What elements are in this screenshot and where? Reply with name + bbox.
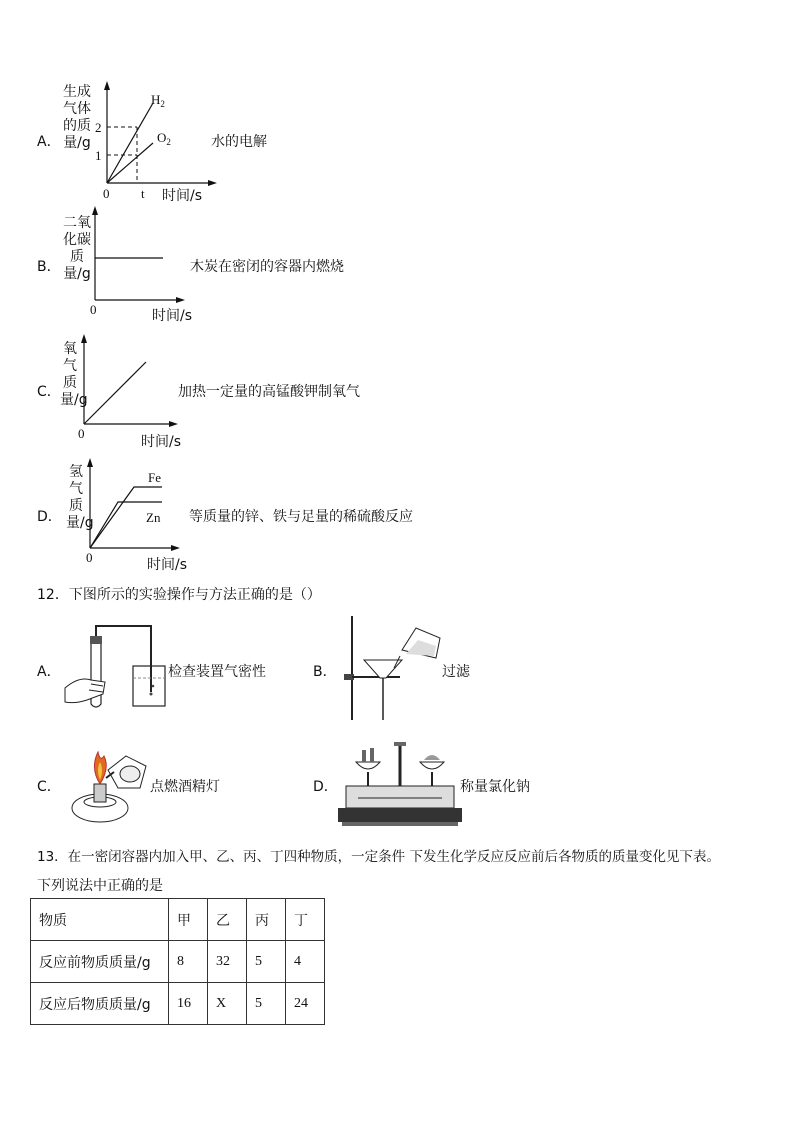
table-header: 丁 <box>286 899 325 941</box>
graph-a-origin: 0 <box>103 186 110 201</box>
graph-c-rising-line <box>84 362 146 424</box>
table-cell: 8 <box>169 941 208 983</box>
table-cell: 16 <box>169 983 208 1025</box>
graph-a-t: t <box>141 186 145 201</box>
q12-option-b-letter: B． <box>313 664 337 680</box>
graph-c-xlabel: 时间/s <box>141 434 182 450</box>
q12-option-a-caption: 检查装置气密性 <box>168 664 266 680</box>
table-header: 甲 <box>169 899 208 941</box>
table-cell: 4 <box>286 941 325 983</box>
table-cell: 5 <box>247 983 286 1025</box>
graph-c <box>78 338 184 441</box>
graph-a-o2-line <box>107 143 153 183</box>
q12-option-c-letter: C． <box>37 779 61 795</box>
option-b-caption: 木炭在密闭的容器内燃烧 <box>190 259 344 275</box>
table-cell: 反应前物质质量/g <box>31 941 169 983</box>
table-header: 丙 <box>247 899 286 941</box>
svg-text:O2 <box>157 130 171 147</box>
graph-a-h2-sub: 2 <box>160 99 165 109</box>
graph-a-ylabel: 生成气体的质量/g <box>63 84 91 151</box>
table-cell: 5 <box>247 941 286 983</box>
table-cell: 反应后物质质量/g <box>31 983 169 1025</box>
graph-c-origin: 0 <box>78 426 85 441</box>
q13-table <box>30 898 325 1025</box>
graph-d-origin: 0 <box>86 550 93 565</box>
table-header: 乙 <box>208 899 247 941</box>
graph-d-xlabel: 时间/s <box>147 557 188 573</box>
option-d-letter: D． <box>37 509 62 525</box>
filtration-illustration <box>340 616 445 722</box>
table-cell: X <box>208 983 247 1025</box>
graph-a-o2-label: O <box>157 130 167 145</box>
alcohol-lamp-lighting-illustration <box>60 738 150 826</box>
airtightness-check-illustration <box>65 622 170 712</box>
graph-a-h2-label: H <box>151 92 161 107</box>
q12-option-d-caption: 称量氯化钠 <box>460 779 530 795</box>
option-a-caption: 水的电解 <box>211 134 267 150</box>
table-row <box>31 983 325 1025</box>
option-d-caption: 等质量的锌、铁与足量的稀硫酸反应 <box>189 509 413 525</box>
graph-c-ylabel: 氧气质量/g <box>60 341 88 408</box>
q12-stem: 12．下图所示的实验操作与方法正确的是（） <box>37 587 321 603</box>
q13-stem-line1: 13．在一密闭容器内加入甲、乙、丙、丁四种物质，一定条件 下发生化学反应反应前后各物质的质量变化见下表。 <box>37 849 720 865</box>
graph-a-xlabel: 时间/s <box>162 188 203 204</box>
graph-a-tick-2: 2 <box>95 120 102 135</box>
graph-d-ylabel: 氢气质量/g <box>66 464 94 531</box>
graph-b-xlabel: 时间/s <box>152 308 193 324</box>
option-c-letter: C． <box>37 384 61 400</box>
q12-option-b-caption: 过滤 <box>442 664 470 680</box>
q12-option-d-letter: D． <box>313 779 338 795</box>
option-a-letter: A． <box>37 134 61 150</box>
table-cell: 32 <box>208 941 247 983</box>
table-cell: 24 <box>286 983 325 1025</box>
graph-d-fe-label: Fe <box>148 470 161 485</box>
graph-b-ylabel: 二氧化碳质量/g <box>63 215 91 282</box>
svg-text:H2 <box>151 92 165 109</box>
option-c-caption: 加热一定量的高锰酸钾制氧气 <box>178 384 360 400</box>
balance-weighing-illustration <box>338 740 462 828</box>
q12-option-a-letter: A． <box>37 664 61 680</box>
graph-d-zn-line <box>90 502 162 548</box>
graph-a-o2-sub: 2 <box>166 137 171 147</box>
table-header: 物质 <box>31 899 169 941</box>
table-header-row <box>31 899 325 941</box>
graph-a-h2-line <box>107 103 153 183</box>
option-b-letter: B． <box>37 259 61 275</box>
q13-stem-line2: 下列说法中正确的是 <box>37 878 163 894</box>
graph-d-zn-label: Zn <box>146 510 161 525</box>
graph-a-tick-1: 1 <box>95 148 102 163</box>
graph-b-origin: 0 <box>90 302 97 317</box>
table-row <box>31 941 325 983</box>
q12-option-c-caption: 点燃酒精灯 <box>150 779 220 795</box>
